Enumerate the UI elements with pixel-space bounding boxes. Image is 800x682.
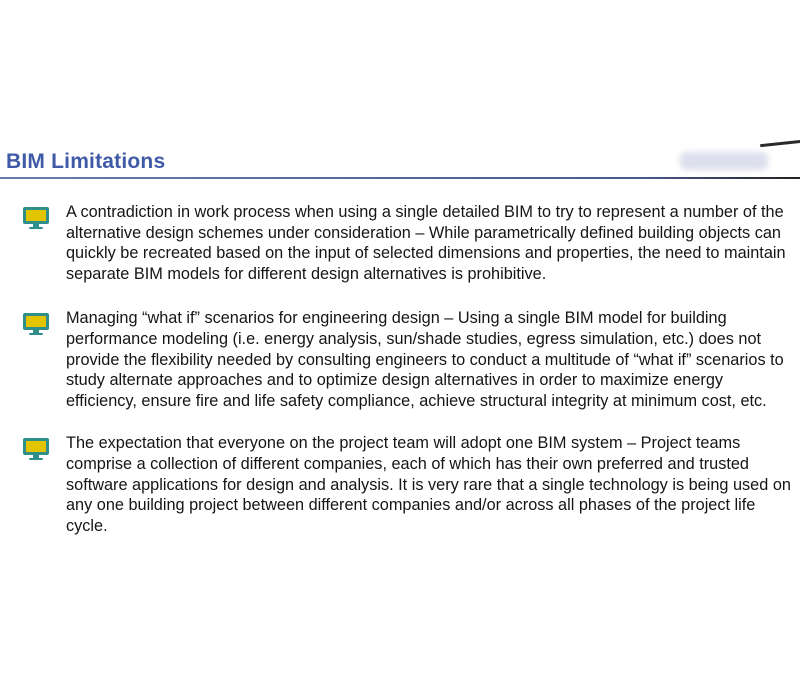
list-item [20,202,795,284]
bullet-text: The expectation that everyone on the project team will adopt one BIM system – Project teams comprise a collection of different companies, each of which has their own preferred and trusted software applications for design and analysis. It is very rare that a single technology is being used on any one building project between different companies and/or across all phases of the project life cycle. [66,434,791,535]
corner-decoration [760,140,800,147]
list-item [20,433,795,536]
monitor-icon [22,206,50,230]
bullet-text: Managing “what if” scenarios for engineering design – Using a single BIM model for building performance modeling (i.e. energy analysis, sun/shade studies, egress simulation, etc.) does not provide the flexibility needed by consulting engineers to conduct a multitude of “what if” scenarios to study alternate approaches and to optimize design alternatives in order to maximize energy efficiency, ensure fire and life safety compliance, achieve structural integrity at minimum cost, etc. [66,309,784,410]
list-item [20,308,795,411]
monitor-icon [22,312,50,336]
blurred-label [680,152,768,170]
bullet-text: A contradiction in work process when using a single detailed BIM to try to represent a number of the alternative design schemes under consideration – While parametrically defined building objects can quickly be recreated based on the input of selected dimensions and properties, the need to maintain separate BIM models for different design alternatives is prohibitive. [66,203,786,283]
page-title: BIM Limitations [6,150,166,173]
title-divider [0,177,800,179]
bullet-list [20,202,795,560]
monitor-icon [22,437,50,461]
